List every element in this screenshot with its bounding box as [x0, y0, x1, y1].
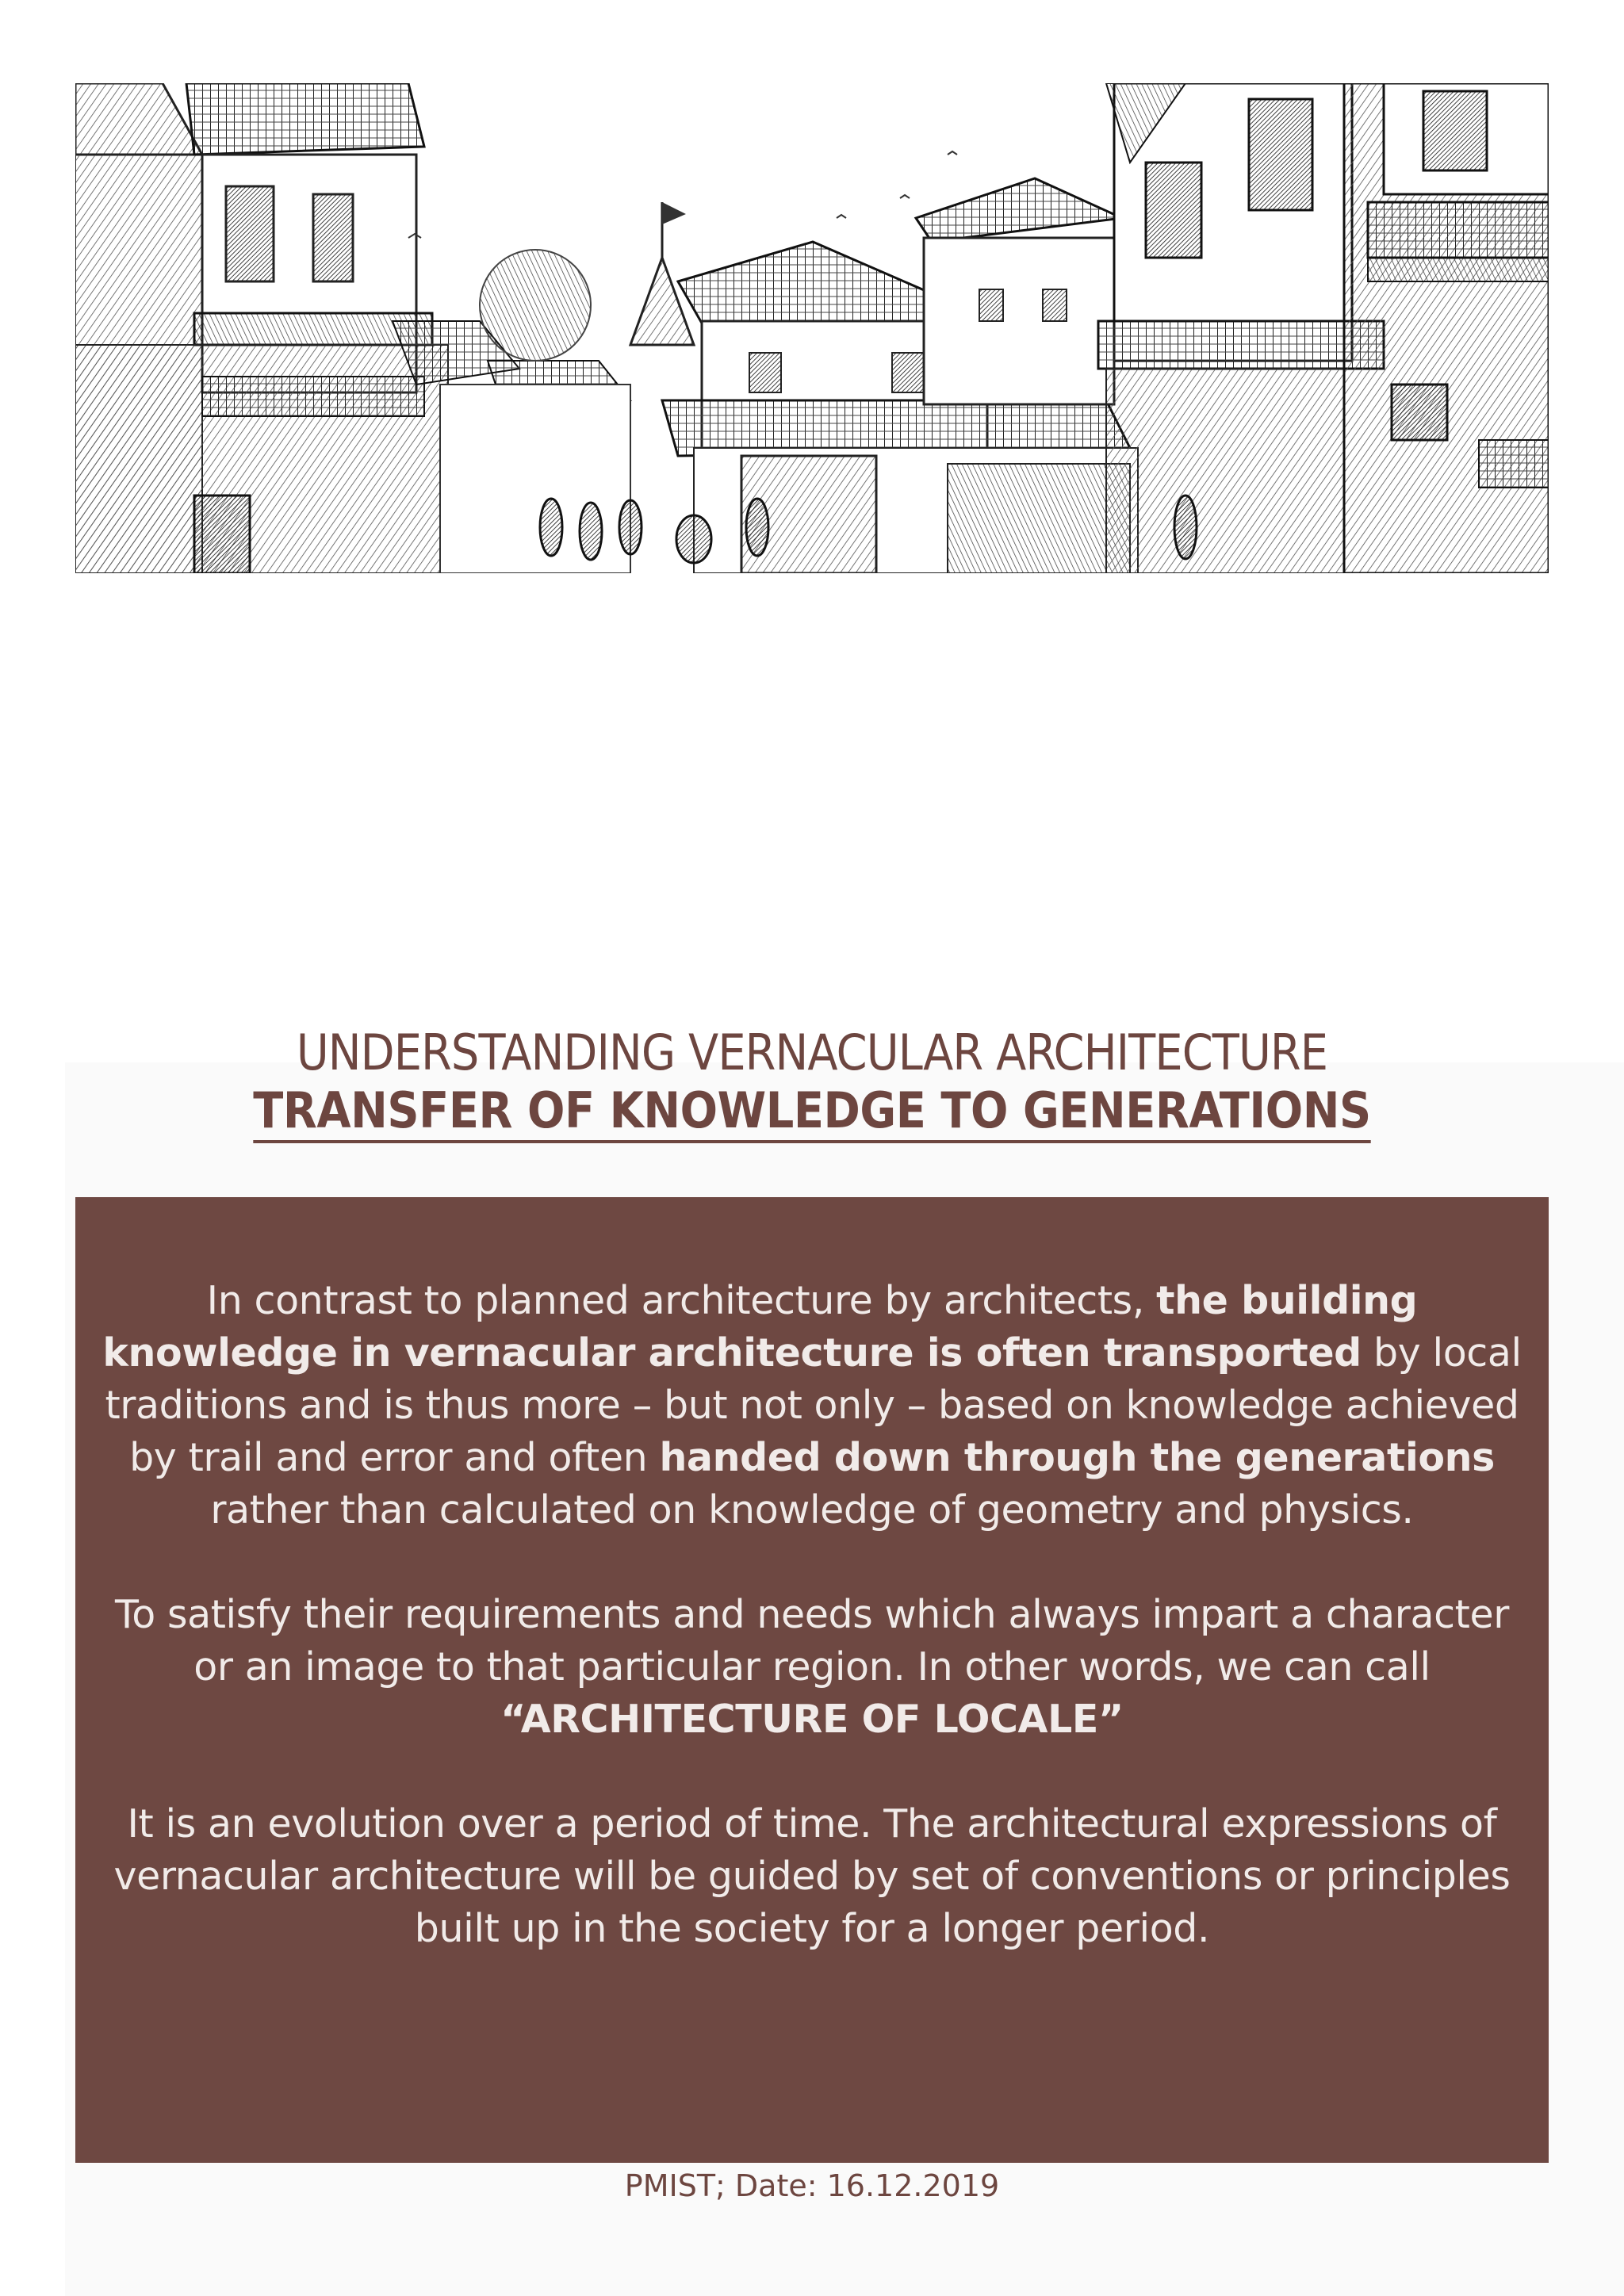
- paragraph-bold-text: handed down through the generations: [659, 1435, 1495, 1480]
- paragraph-bold-text: “ARCHITECTURE OF LOCALE”: [500, 1697, 1124, 1742]
- paragraph-text: To satisfy their requirements and needs which always impart a character or an image to that particular region. In other words, we can call: [115, 1592, 1509, 1689]
- paragraph-text: In contrast to planned architecture by architects,: [206, 1278, 1157, 1323]
- page-title: UNDERSTANDING VERNACULAR ARCHITECTURE: [296, 1024, 1328, 1081]
- paragraph-text: rather than calculated on knowledge of geometry and physics.: [210, 1487, 1414, 1533]
- paragraph-evolution: [91, 1798, 1533, 1955]
- footer-text: PMIST; Date: 16.12.2019: [624, 2168, 1000, 2203]
- header-sketch-image: [75, 83, 1549, 573]
- page-subtitle: TRANSFER OF KNOWLEDGE TO GENERATIONS: [253, 1083, 1370, 1143]
- paragraph-knowledge: [91, 1275, 1533, 1536]
- paragraph-bold-text: the building knowledge in vernacular architecture is often transported: [102, 1278, 1418, 1376]
- title-block: [75, 1023, 1549, 1143]
- content-panel: [75, 1197, 1549, 2163]
- paragraph-text: It is an evolution over a period of time. The architectural expressions of vernacular architecture will be guided by set of conventions or principles built up in the society for a longer period.: [113, 1801, 1511, 1951]
- paragraph-text: by local traditions and is thus more – but not only – based on knowledge achieved by trail and error and often: [105, 1330, 1522, 1480]
- paragraph-locale: [91, 1589, 1533, 1746]
